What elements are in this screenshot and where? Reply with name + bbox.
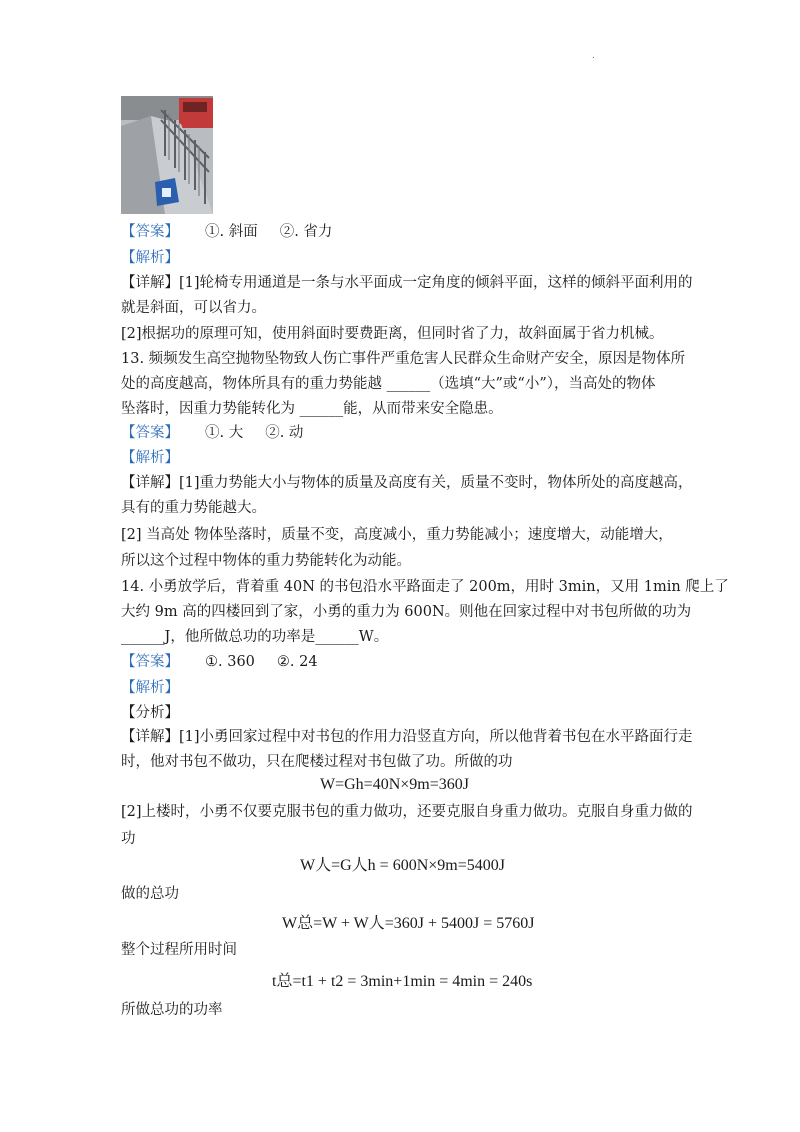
q13-detail-2a: [2] 当高处 物体坠落时，质量不变，高度减小，重力势能减小；速度增大，动能增大， (121, 527, 673, 543)
formula-work-person: W人=G人h = 600N×9m=5400J (300, 857, 505, 874)
q13-detail-1b: 具有的重力势能越大。 (121, 500, 266, 516)
q13-stem-3: 坠落时，因重力势能转化为 ______能，从而带来安全隐患。 (121, 401, 503, 417)
q14-answer-tag: 【答案】 (121, 654, 179, 670)
q13-stem-2: 处的高度越高，物体所具有的重力势能越 ______（选填“大”或“小”），当高处的物体 (121, 376, 656, 392)
q13-detail-1a: 【详解】[1]重力势能大小与物体的质量及高度有关，质量不变时，物体所处的高度越高， (121, 475, 693, 491)
q13-answer-tag: 【答案】 (121, 425, 179, 441)
q14-detail-2a: [2]上楼时，小勇不仅要克服书包的重力做功，还要克服自身重力做功。克服自身重力做的 (121, 804, 693, 820)
q14-power-label: 所做总功的功率 (121, 1002, 223, 1018)
q12-detail-1b: 就是斜面，可以省力。 (121, 300, 266, 316)
q14-stem-3: ______J，他所做总功的功率是______W。 (121, 629, 389, 645)
q13-answer-line (121, 423, 303, 443)
header-mark: . (592, 50, 595, 61)
q13-stem-1: 13. 频频发生高空抛物坠物致人伤亡事件严重危害人民群众生命财产安全，原因是物体所 (121, 351, 686, 367)
q12-answer-2: ②. 省力 (279, 224, 333, 240)
q14-stem-2: 大约 9m 高的四楼回到了家，小勇的重力为 600N。则他在回家过程中对书包所做的功为 (121, 604, 692, 620)
q14-total-time-label: 整个过程所用时间 (121, 942, 237, 958)
ramp-illustration (121, 96, 213, 214)
q12-answer-tag: 【答案】 (121, 224, 179, 240)
q14-detail-1a: 【详解】[1]小勇回家过程中对书包的作用力沿竖直方向，所以他背着书包在水平路面行走 (121, 729, 693, 745)
q12-detail-2: [2]根据功的原理可知，使用斜面时要费距离，但同时省了力，故斜面属于省力机械。 (121, 326, 664, 342)
q13-analysis-tag: 【解析】 (121, 450, 179, 466)
q14-answer-2: ②. 24 (276, 654, 318, 670)
q14-detail-1b: 时，他对书包不做功，只在爬楼过程对书包做了功。所做的功 (121, 754, 513, 770)
formula-total-work: W总=W + W人=360J + 5400J = 5760J (282, 915, 535, 932)
q13-answer-2: ②. 动 (265, 425, 304, 441)
q12-analysis-tag: 【解析】 (121, 250, 179, 266)
q12-detail-1a: 【详解】[1]轮椅专用通道是一条与水平面成一定角度的倾斜平面，这样的倾斜平面利用的 (121, 275, 693, 291)
q14-detail-2b: 功 (121, 831, 136, 847)
q12-answer-1: ①. 斜面 (205, 224, 258, 240)
q14-analysis-tag: 【解析】 (121, 680, 179, 696)
wheelchair-ramp-photo (121, 96, 213, 214)
q14-fenxi-tag: 【分析】 (121, 705, 179, 721)
formula-work-bag: W=Gh=40N×9m=360J (320, 776, 469, 793)
q14-answer-line (121, 652, 318, 672)
q14-total-work-label: 做的总功 (121, 886, 179, 902)
q14-answer-1: ①. 360 (205, 654, 255, 670)
formula-total-time: t总=t1 + t2 = 3min+1min = 4min = 240s (272, 973, 533, 990)
q13-answer-1: ①. 大 (205, 425, 244, 441)
q14-stem-1: 14. 小勇放学后，背着重 40N 的书包沿水平路面走了 200m，用时 3min，又用 1min 爬上了 (121, 579, 729, 595)
q13-detail-2b: 所以这个过程中物体的重力势能转化为动能。 (121, 553, 411, 569)
q12-answer-line (121, 222, 332, 242)
